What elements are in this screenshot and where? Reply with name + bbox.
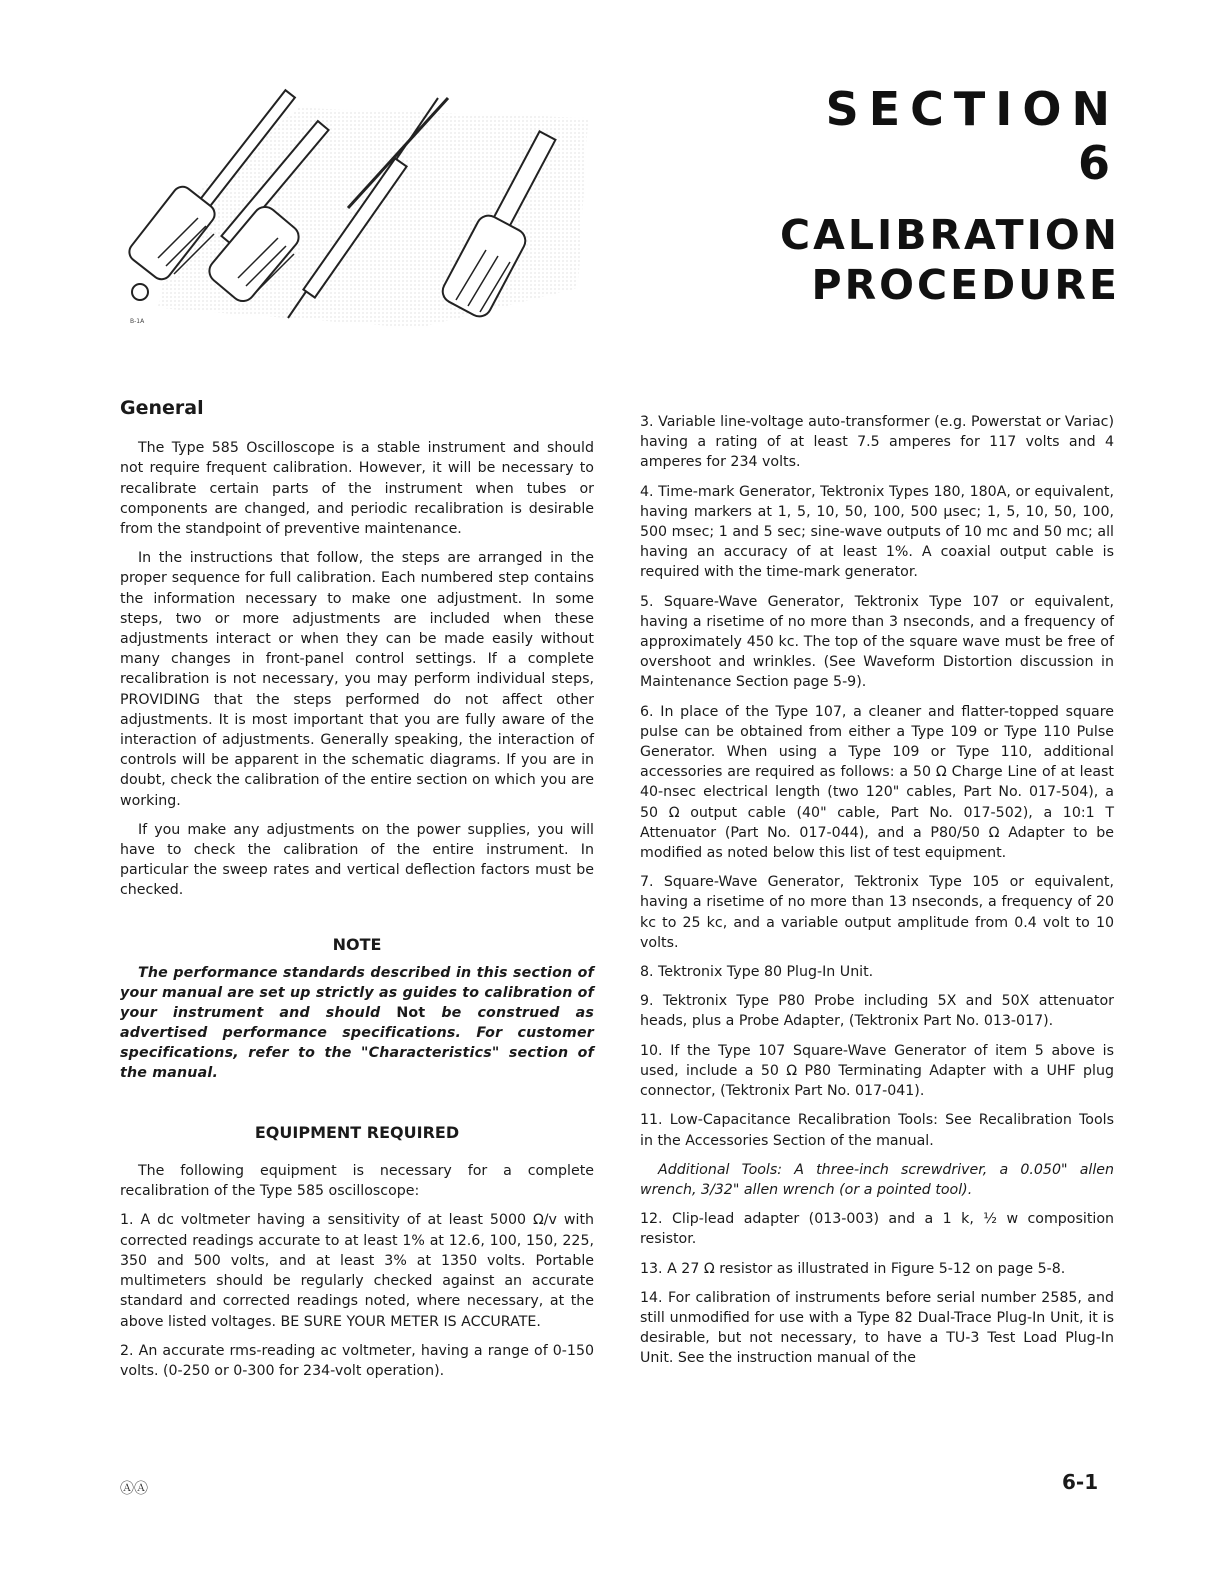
illustration-mark: B-1A	[130, 318, 145, 325]
equipment-item-7: 7. Square-Wave Generator, Tektronix Type 105 or equivalent, having a risetime of no more than 13 nseconds, a frequency of 20 kc to 25 kc, and a variable output amplitude from 0.4 volt to 10 volts.	[640, 874, 1114, 951]
equipment-item-6: 6. In place of the Type 107, a cleaner and flatter-topped square pulse can be obtained from either a Type 109 or Type 110 Pulse Generator. When using a Type 109 or Type 110, additional accessories are required as follows: a 50 Ω Charge Line of at least 40-nsec electrical length (two 120" cables, Part No. 017-504), a 50 Ω output cable (40" cable, Part No. 017-502), a 10:1 T Attenuator (Part No. 017-044), and a P80/50 Ω Adapter to be modified as noted below this list of test equipment.	[640, 703, 1114, 862]
screwdriver-tools-illustration	[118, 88, 598, 338]
equipment-intro: The following equipment is necessary for a complete recalibration of the Type 585 oscilloscope:	[120, 1163, 594, 1200]
equipment-section	[120, 1123, 594, 1381]
note-text	[120, 963, 594, 1083]
general-paragraph-3: If you make any adjustments on the power supplies, you will have to check the calibration of the entire instrument. In particular the sweep rates and vertical deflection factors must be checked.	[120, 821, 594, 899]
page-title	[690, 210, 1120, 310]
equipment-item-13: 13. A 27 Ω resistor as illustrated in Figure 5-12 on page 5-8.	[640, 1260, 1066, 1277]
section-heading: SECTION 6	[825, 82, 1120, 190]
equipment-item-3: 3. Variable line-voltage auto-transformer (e.g. Powerstat or Variac) having a rating of at least 7.5 amperes for 117 volts and 4 amperes for 234 volts.	[640, 414, 1114, 471]
title-line-1: CALIBRATION	[780, 211, 1120, 259]
page-number: 6-1	[1062, 1470, 1099, 1494]
note-text-not: Not	[396, 1004, 426, 1021]
additional-tools: Additional Tools: A three-inch screwdriver, a 0.050" allen wrench, 3/32" allen wrench (or a pointed tool).	[640, 1161, 1114, 1198]
note-heading: NOTE	[332, 934, 382, 954]
publisher-mark: ⒶⒶ	[120, 1481, 148, 1497]
note-text-b: be construed as advertised performance specifications. For customer specifications, refer to the "Characteristics" section of the manual.	[120, 1004, 594, 1081]
note-text-a: The performance standards described in this section of your manual are set up strictly as guides to calibration of your instrument and should	[120, 964, 594, 1021]
equipment-item-2: 2. An accurate rms-reading ac voltmeter, having a range of 0-150 volts. (0-250 or 0-300 for 234-volt operation).	[120, 1342, 594, 1379]
title-line-2: PROCEDURE	[811, 261, 1120, 309]
equipment-item-14: 14. For calibration of instruments before serial number 2585, and still unmodified for use with a Type 82 Dual-Trace Plug-In Unit, it is desirable, but not necessary, to have a TU-3 Test Load Plug-In Unit. See the instruction manual of the	[640, 1289, 1114, 1367]
equipment-item-9: 9. Tektronix Type P80 Probe including 5X and 50X attenuator heads, plus a Probe Adapter, (Tektronix Part No. 013-017).	[640, 993, 1114, 1030]
equipment-item-1: 1. A dc voltmeter having a sensitivity of at least 5000 Ω/v with corrected readings accurate to at least 1% at 12.6, 100, 150, 225, 350 and 500 volts, and at least 3% at 1350 volts. Portable multimeters should be regularly checked against an accurate standard and corrected readings noted, where necessary, at the above listed voltages. BE SURE YOUR METER IS ACCURATE.	[120, 1212, 594, 1330]
equipment-item-4: 4. Time-mark Generator, Tektronix Types 180, 180A, or equivalent, having markers at 1, 5, 10, 50, 100, 500 μsec; 1, 5, 10, 50, 100, 500 msec; 1 and 5 sec; sine-wave outputs of 10 mc and 50 mc; all having an accuracy of at least 1%. A coaxial output cable is required with the time-mark generator.	[640, 483, 1114, 581]
equipment-heading: EQUIPMENT REQUIRED	[254, 1122, 460, 1142]
equipment-item-11: 11. Low-Capacitance Recalibration Tools: See Recalibration Tools in the Accessories Section of the manual.	[640, 1112, 1114, 1149]
general-paragraph-1: The Type 585 Oscilloscope is a stable instrument and should not require frequent calibration. However, it will be necessary to recalibrate certain parts of the instrument when tubes or components are changed, and periodic recalibration is desirable from the standpoint of preventive maintenance.	[120, 440, 594, 538]
equipment-item-12: 12. Clip-lead adapter (013-003) and a 1 k, ½ w composition resistor.	[640, 1211, 1114, 1248]
general-paragraph-2: In the instructions that follow, the steps are arranged in the proper sequence for full calibration. Each numbered step contains the information necessary to make one adjustment. In some steps, two or more adjustments are included when these adjustments interact or when they can be made easily without many changes in front-panel control settings. If a complete recalibration is not necessary, you may perform individual steps, PROVIDING that the steps performed do not affect other adjustments. It is most important that you are fully aware of the interaction of adjustments. Generally speaking, the interaction of controls will be apparent in the schematic diagrams. If you are in doubt, check the calibration of the entire section on which you are working.	[120, 550, 594, 809]
equipment-item-5: 5. Square-Wave Generator, Tektronix Type 107 or equivalent, having a risetime of no more than 3 nseconds, and a frequency of approximately 450 kc. The top of the square wave must be free of overshoot and wrinkles. (See Waveform Distortion discussion in Maintenance Section page 5-9).	[640, 593, 1114, 691]
note-block	[120, 935, 594, 1083]
equipment-item-8: 8. Tektronix Type 80 Plug-In Unit.	[640, 964, 874, 981]
general-heading: General	[120, 397, 204, 419]
equipment-item-10: 10. If the Type 107 Square-Wave Generator of item 5 above is used, include a 50 Ω P80 Terminating Adapter with a UHF plug connector, (Tektronix Part No. 017-041).	[640, 1042, 1114, 1100]
right-column	[640, 412, 1114, 1378]
left-column	[120, 398, 594, 1390]
